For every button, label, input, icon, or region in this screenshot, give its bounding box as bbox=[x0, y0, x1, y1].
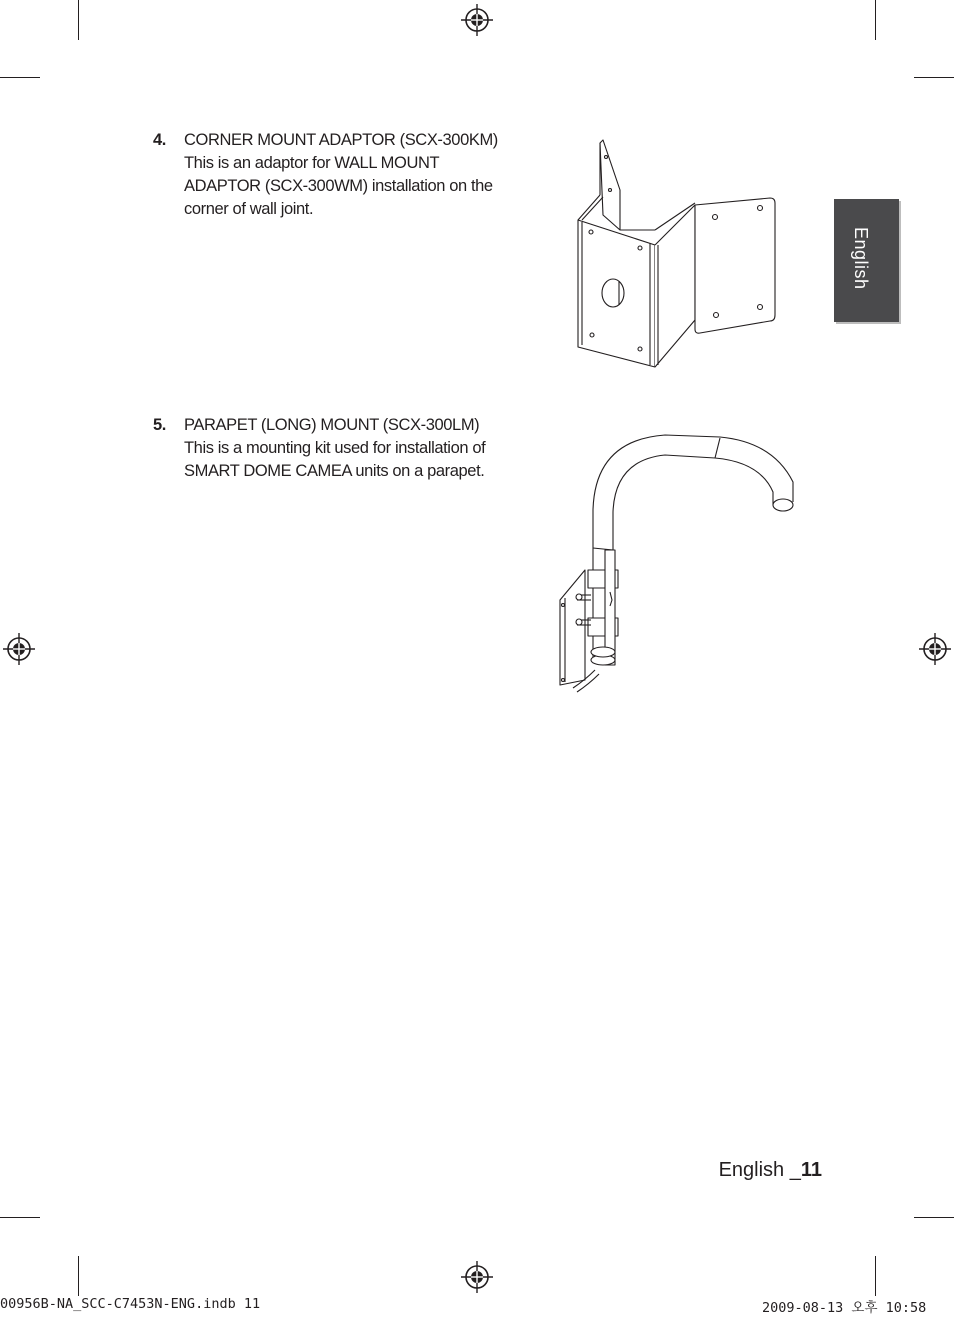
side-tab-label: English bbox=[851, 227, 871, 290]
item-number: 4. bbox=[153, 131, 166, 149]
registration-crosshair-icon bbox=[461, 4, 493, 36]
crop-mark-bottom-left-vertical bbox=[78, 1256, 79, 1296]
item-number: 5. bbox=[153, 416, 166, 434]
item-description bbox=[184, 129, 523, 221]
language-side-tab bbox=[834, 199, 899, 322]
item-text-line: This is a mounting kit used for installation of bbox=[184, 439, 486, 457]
item-title: PARAPET (LONG) MOUNT (SCX-300LM) bbox=[184, 416, 480, 434]
crop-mark-bottom-left-horizontal bbox=[0, 1217, 40, 1218]
item-text-line: This is an adaptor for WALL MOUNT bbox=[184, 154, 440, 172]
crop-mark-bottom-right-horizontal bbox=[914, 1217, 954, 1218]
list-item-parapet-mount bbox=[153, 414, 523, 483]
item-text-line: SMART DOME CAMEA units on a parapet. bbox=[184, 462, 485, 480]
list-item-corner-mount bbox=[153, 129, 523, 221]
crop-mark-top-left-vertical bbox=[78, 0, 79, 40]
slug-filename: 00956B-NA_SCC-C7453N-ENG.indb 11 bbox=[0, 1296, 261, 1312]
registration-crosshair-icon bbox=[3, 633, 35, 665]
crop-mark-bottom-right-vertical bbox=[875, 1256, 876, 1296]
item-text-line: ADAPTOR (SCX-300WM) installation on the bbox=[184, 177, 493, 195]
footer-language: English _ bbox=[718, 1159, 801, 1181]
corner-mount-adaptor-illustration bbox=[570, 135, 785, 375]
parapet-mount-illustration bbox=[555, 430, 800, 695]
slug-datetime: 2009-08-13 오후 10:58 bbox=[762, 1300, 927, 1316]
crop-mark-top-left-horizontal bbox=[0, 77, 40, 78]
page-number: 11 bbox=[800, 1159, 822, 1181]
crop-mark-top-right-horizontal bbox=[914, 77, 954, 78]
item-text-line: corner of wall joint. bbox=[184, 200, 314, 218]
crop-mark-top-right-vertical bbox=[875, 0, 876, 40]
registration-crosshair-icon bbox=[461, 1261, 493, 1293]
page-footer bbox=[719, 1159, 822, 1182]
registration-crosshair-icon bbox=[919, 633, 951, 665]
item-title: CORNER MOUNT ADAPTOR (SCX-300KM) bbox=[184, 131, 498, 149]
item-description bbox=[184, 414, 523, 483]
